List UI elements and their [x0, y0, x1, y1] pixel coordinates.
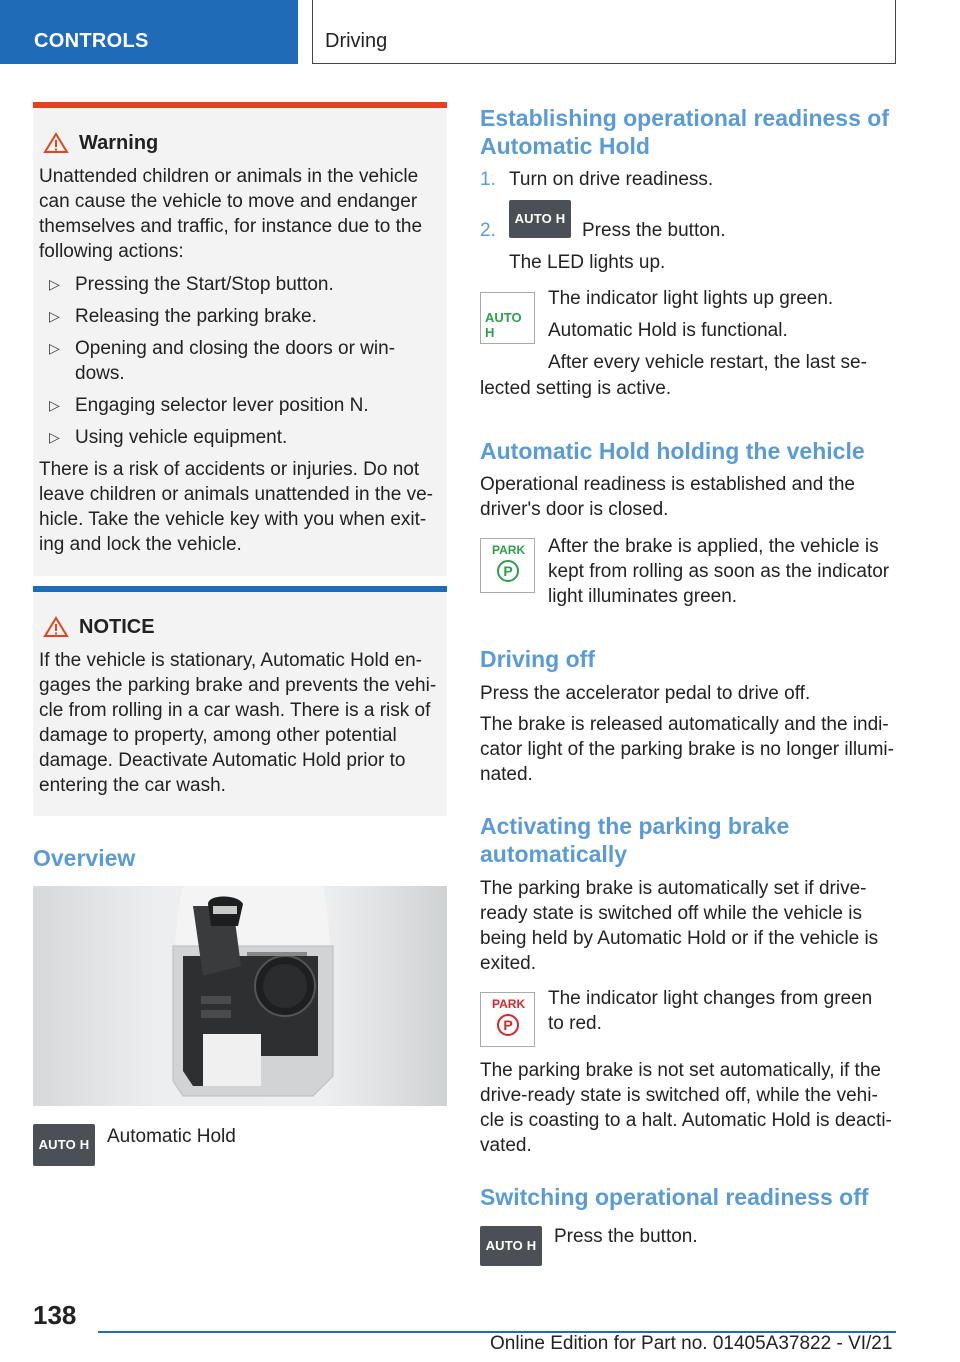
step-number: 1.	[480, 169, 496, 190]
indicator-text: After every vehicle restart, the last se-	[548, 352, 867, 373]
chapter-tab	[312, 0, 896, 64]
notice-text: If the vehicle is stationary, Automatic Hold en-gages the parking brake and prevents the vehi-cle from rolling in a car wash. There is a risk of damage to property, among other potential damage. Deactivate Automatic Hold prior to entering the car wash.	[39, 650, 437, 796]
warning-box	[33, 102, 447, 576]
driving-off-heading: Driving off	[480, 646, 595, 672]
auto-hold-button-icon: AUTO H	[33, 1124, 95, 1166]
triangle-bullet-icon: ▷	[49, 308, 60, 324]
page-number: 138	[33, 1300, 77, 1330]
indicator-text: Automatic Hold is functional.	[548, 320, 788, 341]
auto-hold-indicator-icon: AUTO H	[480, 292, 535, 344]
list-item: ▷ Opening and closing the doors or win-dows.	[49, 338, 396, 384]
warning-outro: There is a risk of accidents or injuries. Do not leave children or animals unattended in the ve-hicle. Take the vehicle key with you when exit-ing and lock the vehicle.	[39, 459, 433, 555]
establishing-heading: Establishing operational readiness of Automatic Hold	[480, 105, 889, 159]
park-green-indicator-icon: PARK P	[480, 538, 535, 593]
list-item: ▷ Pressing the Start/Stop button.	[49, 274, 334, 295]
overview-heading: Overview	[33, 845, 136, 871]
indicator-text: lected setting is active.	[480, 378, 672, 399]
list-item: ▷ Engaging selector lever position N.	[49, 395, 369, 416]
notice-triangle-icon	[43, 616, 69, 638]
warning-list	[39, 272, 439, 450]
notice-bar	[33, 586, 447, 592]
list-item: ▷ Using vehicle equipment.	[49, 427, 288, 448]
auto-hold-button-icon: AUTO H	[480, 1226, 542, 1266]
triangle-bullet-icon: ▷	[49, 340, 60, 356]
activating-text-1: The parking brake is automatically set if drive-ready state is switched off while the vehicle is being held by Automatic Hold or if the vehicle is exited.	[480, 878, 879, 974]
chapter-title: Driving	[325, 30, 388, 52]
holding-indicator-text: After the brake is applied, the vehicle is kept from rolling as soon as the indicator light illuminates green.	[548, 536, 890, 607]
holding-heading: Automatic Hold holding the vehicle	[480, 438, 865, 464]
activating-heading: Activating the parking brake automatically	[480, 813, 790, 867]
center-console-image	[33, 886, 447, 1106]
warning-intro: Unattended children or animals in the vehicle can cause the vehicle to move and endanger themselves and traffic, for instance due to the following actions:	[39, 166, 423, 262]
triangle-bullet-icon: ▷	[49, 276, 60, 292]
section-tab	[0, 0, 298, 64]
list-item: ▷ Releasing the parking brake.	[49, 306, 317, 327]
switching-off-heading: Switching operational readiness off	[480, 1184, 869, 1210]
park-red-indicator-icon: PARK P	[480, 992, 535, 1047]
holding-text: Operational readiness is established and the driver's door is closed.	[480, 474, 855, 520]
section-title: CONTROLS	[34, 30, 149, 52]
warning-title: Warning	[79, 132, 159, 154]
footer-edition: Online Edition for Part no. 01405A37822 - VI/21	[490, 1333, 893, 1354]
notice-box	[33, 586, 447, 816]
step-2-subtext: The LED lights up.	[509, 252, 666, 273]
auto-hold-button-icon: AUTO H	[509, 200, 571, 238]
driving-off-text-1: Press the accelerator pedal to drive off.	[480, 683, 811, 704]
triangle-bullet-icon: ▷	[49, 429, 60, 445]
step-number: 2.	[480, 220, 496, 241]
overview-caption: Automatic Hold	[107, 1126, 236, 1147]
activating-indicator-text: The indicator light changes from green to red.	[548, 988, 873, 1034]
switching-off-text: Press the button.	[554, 1226, 698, 1247]
step-2-text: Press the button.	[582, 220, 726, 241]
warning-bar	[33, 102, 447, 108]
driving-off-text-2: The brake is released automatically and the indi-cator light of the parking brake is no longer illumi-nated.	[480, 714, 894, 785]
warning-triangle-icon	[43, 132, 69, 154]
triangle-bullet-icon: ▷	[49, 397, 60, 413]
notice-title: NOTICE	[79, 616, 155, 638]
indicator-text: The indicator light lights up green.	[548, 288, 834, 309]
activating-text-2: The parking brake is not set automatically, if the drive-ready state is switched off, while the vehi-cle is coasting to a halt. Automatic Hold is deacti-vated.	[480, 1060, 892, 1156]
step-1-text: Turn on drive readiness.	[509, 169, 714, 190]
